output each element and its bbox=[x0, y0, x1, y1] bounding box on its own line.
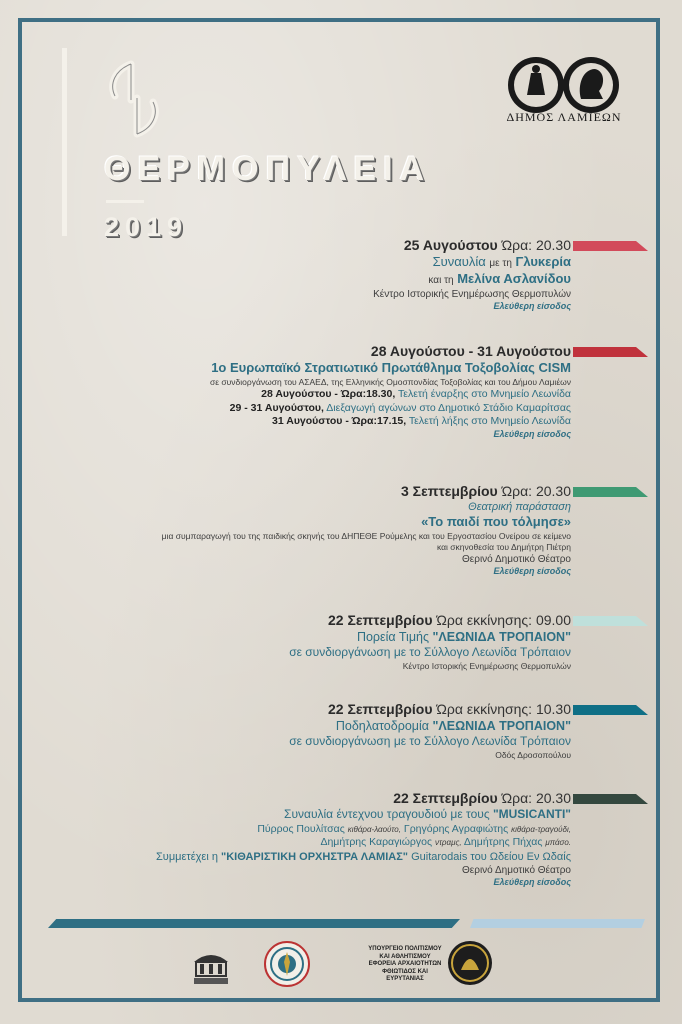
event-4-color-bar bbox=[573, 616, 648, 626]
event-2-session-3-date: 31 Αυγούστου - Ώρα:17.15, bbox=[272, 415, 407, 428]
event-6-musician-2: Γρηγόρης Αγραφιώτης bbox=[403, 822, 509, 835]
event-6-musician-2-role: κιθάρα-τραγούδι, bbox=[511, 824, 571, 834]
event-2-title: 1ο Ευρωπαϊκό Στρατιωτικό Πρωτάθλημα Τοξοβολίας CISM bbox=[211, 360, 571, 376]
event-6-time: Ώρα: 20.30 bbox=[501, 790, 571, 806]
event-2-date: 28 Αυγούστου - 31 Αυγούστου bbox=[370, 343, 571, 359]
event-6-musician-4: Δημήτρης Πήχας bbox=[463, 836, 543, 849]
footer-bar-dark bbox=[48, 919, 460, 928]
event-5-date: 22 Σεπτεμβρίου bbox=[328, 701, 433, 717]
event-2-session-1-text: Τελετή έναρξης στο Μνημείο Λεωνίδα bbox=[398, 388, 571, 401]
festival-title: ΘΕΡΜΟΠΥΛΕΙΑ bbox=[104, 150, 432, 188]
event-2-entry: Ελεύθερη είσοδος bbox=[493, 429, 571, 440]
event-1-connector: με τη bbox=[489, 258, 512, 270]
event-2-session-2-text: Διεξαγωγή αγώνων στο Δημοτικό Στάδιο Καμαρίτσας bbox=[326, 401, 571, 414]
event-6-musician-3-role: ντραμς, bbox=[434, 838, 462, 848]
event-2-color-bar bbox=[573, 347, 648, 357]
event-6 bbox=[156, 789, 571, 889]
event-6-band: "MUSICANTI" bbox=[492, 807, 571, 822]
event-6-venue: Θερινό Δημοτικό Θέατρο bbox=[462, 865, 571, 877]
festival-year: 2019 bbox=[104, 212, 189, 242]
event-3-time: Ώρα: 20.30 bbox=[501, 483, 571, 499]
event-5 bbox=[289, 700, 571, 761]
event-5-color-bar bbox=[573, 705, 648, 715]
event-4-title: "ΛΕΩΝΙΔΑ ΤΡΟΠΑΙΟΝ" bbox=[432, 630, 571, 645]
event-1-entry: Ελεύθερη είσοδος bbox=[493, 300, 571, 311]
event-6-musician-4-role: μπάσο. bbox=[545, 838, 571, 848]
event-6-type: Συναυλία έντεχνου τραγουδιού με τους bbox=[284, 807, 490, 822]
event-1-artist-2: Μελίνα Ασλανίδου bbox=[457, 271, 571, 287]
event-2 bbox=[210, 342, 571, 441]
event-3-description-1: μια συμπαραγωγή του της παιδικής σκηνής του ΔΗΠΕΘΕ Ρούμελης και του Εργοστασίου Ονείρου σε κείμενο bbox=[161, 531, 571, 542]
festival-logo-icon bbox=[105, 60, 161, 138]
event-1-date: 25 Αυγούστου bbox=[403, 237, 498, 253]
event-6-musician-1: Πύρρος Πουλίτσας bbox=[257, 822, 345, 835]
event-6-guest-name: "ΚΙΘΑΡΙΣΤΙΚΗ ΟΡΧΗΣΤΡΑ ΛΑΜΙΑΣ" bbox=[221, 851, 409, 864]
title-divider bbox=[106, 200, 144, 203]
event-6-guest-school: Guitarodais του Ωδείου Εν Ωδαίς bbox=[411, 851, 571, 864]
event-1-venue: Κέντρο Ιστορικής Ενημέρωσης Θερμοπυλών bbox=[373, 288, 571, 300]
asaed-emblem-icon bbox=[263, 940, 311, 988]
event-3-description-2: και σκηνοθεσία του Δημήτρη Πιέτρη bbox=[437, 542, 571, 553]
event-3-title: «Το παιδί που τόλμησε» bbox=[421, 514, 571, 530]
event-2-organizers: σε συνδιοργάνωση του ΑΣΑΕΔ, της Ελληνικής Ομοσπονδίας Τοξοβολίας και του Δήμου Λαμιέων bbox=[209, 377, 571, 388]
municipality-name: ΔΗΜΟΣ ΛΑΜΙΕΩΝ bbox=[506, 110, 622, 124]
event-6-guest-intro: Συμμετέχει η bbox=[156, 851, 218, 864]
event-6-musician-1-role: κιθάρα-λαούτο, bbox=[347, 824, 401, 834]
decorative-vertical-line bbox=[62, 48, 67, 236]
event-5-title: "ΛΕΩΝΙΔΑ ΤΡΟΠΑΙΟΝ" bbox=[432, 719, 571, 734]
event-4-date: 22 Σεπτεμβρίου bbox=[328, 612, 433, 628]
event-5-venue: Οδός Δροσοπούλου bbox=[495, 750, 571, 761]
event-1-time: Ώρα: 20.30 bbox=[501, 237, 571, 253]
event-2-session-3-text: Τελετή λήξης στο Μνημείο Λεωνίδα bbox=[408, 415, 571, 428]
event-1-color-bar bbox=[573, 241, 648, 251]
event-5-time: Ώρα εκκίνησης: 10.30 bbox=[436, 701, 571, 717]
event-1-type: Συναυλία bbox=[432, 254, 486, 270]
event-3 bbox=[162, 482, 571, 578]
event-4-organizer: σε συνδιοργάνωση με το Σύλλογο Λεωνίδα Τρόπαιον bbox=[289, 645, 571, 660]
event-6-entry: Ελεύθερη είσοδος bbox=[493, 877, 571, 888]
footer-bar-light bbox=[470, 919, 645, 928]
event-6-date: 22 Σεπτεμβρίου bbox=[393, 790, 498, 806]
event-4-time: Ώρα εκκίνησης: 09.00 bbox=[436, 612, 571, 628]
event-3-type: Θεατρική παράσταση bbox=[468, 501, 571, 514]
event-2-session-1-date: 28 Αυγούστου - Ώρα:18.30, bbox=[261, 388, 396, 401]
event-2-session-2-date: 29 - 31 Αυγούστου, bbox=[229, 401, 324, 414]
event-1-artist-1: Γλυκερία bbox=[515, 254, 571, 270]
event-3-venue: Θερινό Δημοτικό Θέατρο bbox=[462, 554, 571, 566]
event-3-color-bar bbox=[573, 487, 648, 497]
leonidas-club-emblem-icon bbox=[447, 940, 493, 986]
event-6-color-bar bbox=[573, 794, 648, 804]
event-1 bbox=[373, 236, 571, 313]
event-5-type: Ποδηλατοδρομία bbox=[335, 719, 429, 734]
event-3-date: 3 Σεπτεμβρίου bbox=[401, 483, 498, 499]
municipality-coins-logo-icon bbox=[505, 55, 623, 115]
event-1-connector-2: και τη bbox=[428, 275, 454, 287]
event-4-type: Πορεία Τιμής bbox=[356, 630, 429, 645]
ministry-text: ΥΠΟΥΡΓΕΙΟ ΠΟΛΙΤΙΣΜΟΥ ΚΑΙ ΑΘΛΗΤΙΣΜΟΥ ΕΦΟΡΕΙΑ ΑΡΧΑΙΟΤΗΤΩΝ ΦΘΙΩΤΙΔΟΣ ΚΑΙ ΕΥΡΥΤΑΝΙΑΣ bbox=[368, 946, 442, 982]
theatre-logo-icon bbox=[190, 946, 232, 986]
event-6-musician-3: Δημήτρης Καραγιώργος bbox=[320, 836, 433, 849]
event-4-venue: Κέντρο Ιστορικής Ενημέρωσης Θερμοπυλών bbox=[402, 661, 571, 672]
event-3-entry: Ελεύθερη είσοδος bbox=[493, 566, 571, 577]
event-5-organizer: σε συνδιοργάνωση με το Σύλλογο Λεωνίδα Τρόπαιον bbox=[289, 734, 571, 749]
event-4 bbox=[289, 611, 571, 672]
